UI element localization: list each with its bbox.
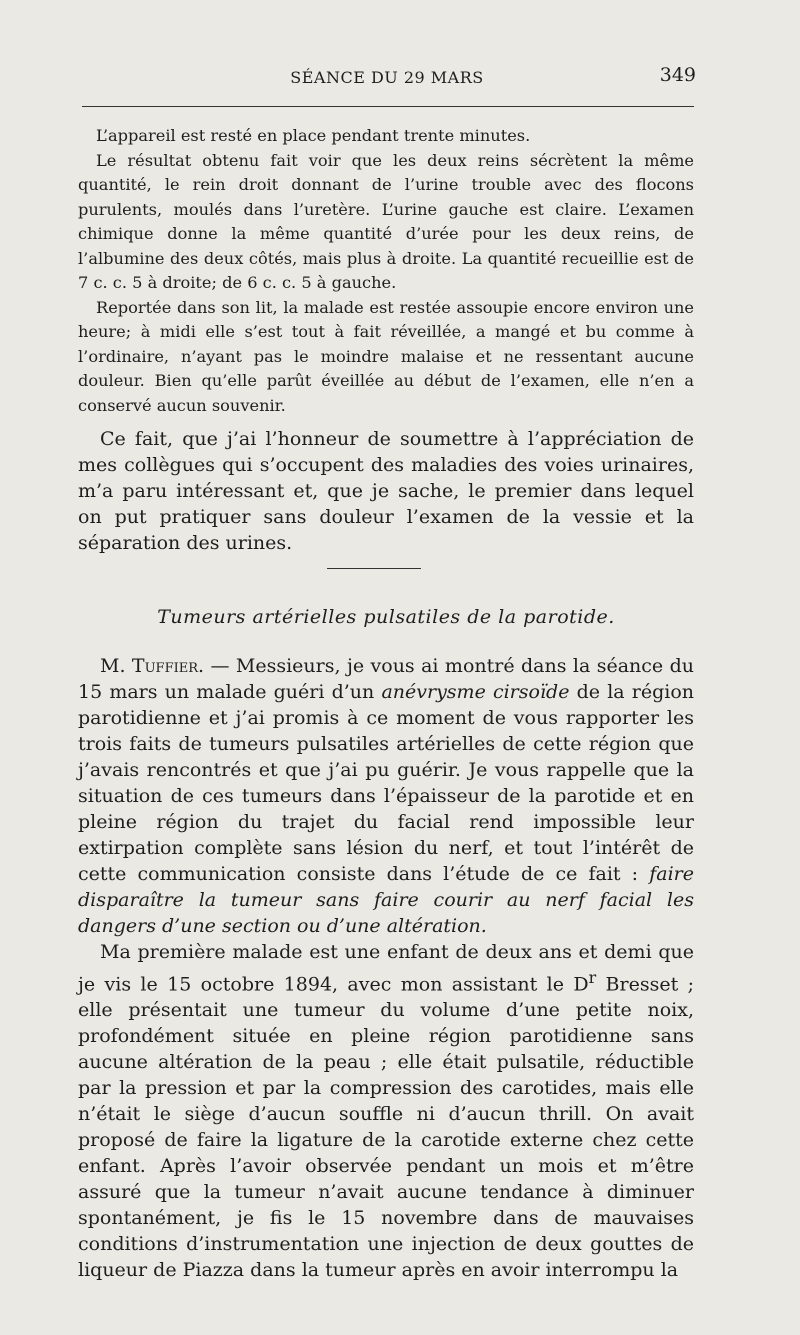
conclusion-block — [78, 426, 694, 556]
page-number: 349 — [659, 64, 696, 86]
section-divider — [327, 568, 421, 569]
paragraph: Reportée dans son lit, la malade est restée assoupie encore environ une heure; à midi elle s’est tout à fait réveillée, a mangé et bu comme à l’ordinaire, n’ayant pas le moindre malaise et ne ressentant aucune douleur. Bien qu’elle parût éveillée au début de l’examen, elle n’en a conservé aucun souvenir. — [78, 297, 694, 415]
text-run: Ma première malade est une enfant de deux ans et demi que je vis le 15 octobre 1894, avec mon assistant le D — [78, 941, 694, 996]
text-run: Bresset ; elle présentait une tumeur du volume d’une petite noix, profondément située en pleine région parotidienne sans aucune altération de la peau ; elle était pulsatile, réductible par la pression et par la compression des carotides, mais elle n’était le siège d’aucun souffle ni d’aucun thrill. On avait proposé de faire la ligature de la carotide externe chez cette enfant. Après l’avoir observée pendant un mois et m’être assuré que la tumeur n’avait aucune tendance à diminuer spontanément, je fis le 15 novembre dans de mauvaises conditions d’instrumentation une injection de deux gouttes de liqueur de Piazza dans la tumeur après en avoir interrompu la — [78, 973, 694, 1282]
header-rule — [82, 106, 694, 107]
procedure-report — [78, 124, 694, 418]
text-run: de la région parotidienne et j’ai promis à ce moment de vous rapporter les trois faits de tumeurs pulsatiles artérielles de cette région que j’avais rencontrés et que j’ai pu guérir. Je vous rappelle que la situation de ces tumeurs dans l’épaisseur de la parotide et en pleine région du trajet du facial rend impossible leur extirpation complète sans lésion du nerf, et tout l’intérêt de cette communication consiste dans l’étude de ce fait : — [78, 681, 694, 885]
text-run: — Messieurs, je vous ai montré dans la séance du 15 mars un malade guéri d’un — [78, 655, 695, 703]
paragraph: Le résultat obtenu fait voir que les deux reins sécrètent la même quantité, le rein droit donnant de l’urine trouble avec des flocons purulents, moulés dans l’uretère. L’urine gauche est claire. L’examen chimique donne la même quantité d’urée pour les deux reins, de l’albumine des deux côtés, mais plus à droite. La quantité recueillie est de 7 c. c. 5 à droite; de 6 c. c. 5 à gauche. — [78, 150, 694, 292]
tuffier-communication — [78, 653, 694, 1283]
paragraph — [78, 653, 694, 939]
paragraph — [78, 939, 694, 1283]
running-title: SÉANCE DU 29 MARS — [290, 68, 484, 87]
paragraph: L’appareil est resté en place pendant trente minutes. — [96, 126, 531, 145]
superscript: r — [588, 968, 597, 987]
section-title: Tumeurs artérielles pulsatiles de la parotide. — [157, 606, 615, 628]
italic-emphasis: faire disparaître la tumeur sans faire courir au nerf facial les dangers d’une section ou d’une altération. — [78, 863, 694, 937]
speaker-name: M. Tuffier. — [100, 655, 205, 677]
conclusion-paragraph: Ce fait, que j’ai l’honneur de soumettre à l’appréciation de mes collègues qui s’occupent des maladies des voies urinaires, m’a paru intéressant et, que je sache, le premier dans lequel on put pratiquer sans douleur l’examen de la vessie et la séparation des urines. — [78, 428, 694, 554]
italic-term: anévrysme cirsoïde — [381, 681, 570, 703]
page-header — [78, 64, 696, 94]
